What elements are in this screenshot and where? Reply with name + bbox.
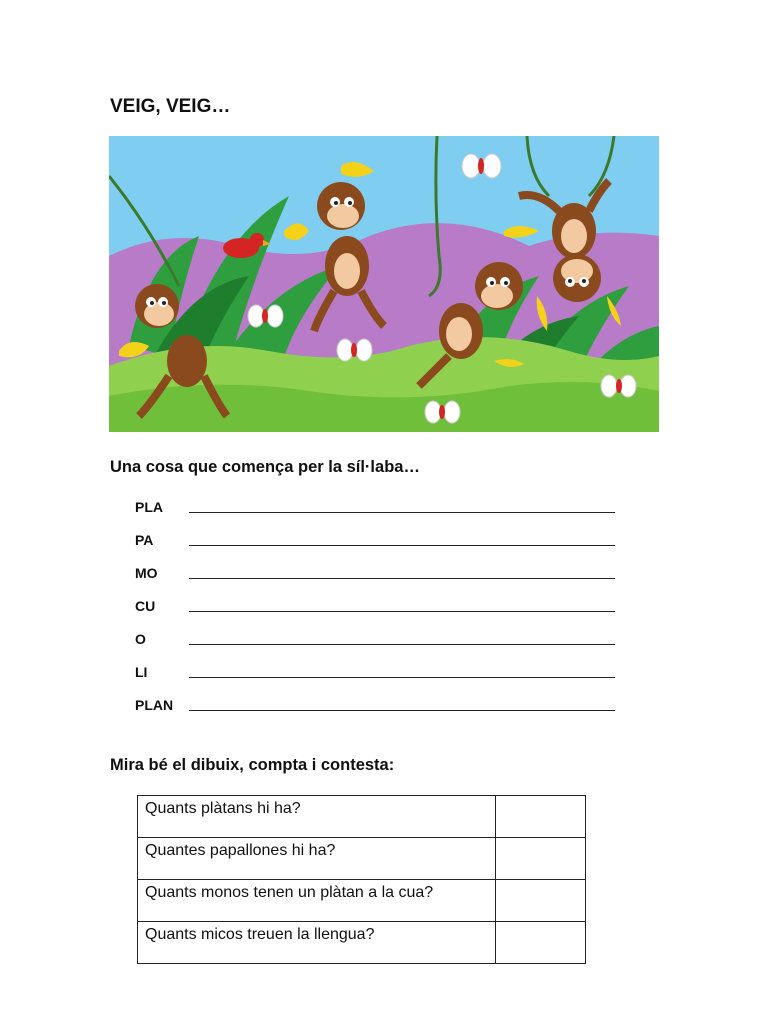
question-cell: Quants micos treuen la llengua? xyxy=(138,922,496,964)
answer-cell[interactable] xyxy=(496,922,586,964)
question-cell: Quants plàtans hi ha? xyxy=(138,796,496,838)
syllable-row xyxy=(135,527,615,560)
answer-line[interactable] xyxy=(189,578,615,579)
answer-line[interactable] xyxy=(189,644,615,645)
syllable-row xyxy=(135,560,615,593)
table-row xyxy=(138,796,586,838)
answer-line[interactable] xyxy=(189,677,615,678)
syllable-row xyxy=(135,659,615,692)
syllable-label: MO xyxy=(135,565,158,581)
syllable-list xyxy=(135,494,615,725)
answer-cell[interactable] xyxy=(496,838,586,880)
question-cell: Quants monos tenen un plàtan a la cua? xyxy=(138,880,496,922)
answer-line[interactable] xyxy=(189,611,615,612)
table-row xyxy=(138,922,586,964)
syllable-label: O xyxy=(135,631,146,647)
answer-cell[interactable] xyxy=(496,796,586,838)
syllable-label: PA xyxy=(135,532,154,548)
answer-line[interactable] xyxy=(189,710,615,711)
counting-questions-table xyxy=(137,795,586,964)
jungle-monkeys-illustration xyxy=(109,136,659,432)
worksheet-title: VEIG, VEIG… xyxy=(110,96,231,117)
answer-line[interactable] xyxy=(189,545,615,546)
counting-section-heading: Mira bé el dibuix, compta i contesta: xyxy=(110,756,395,774)
question-cell: Quantes papallones hi ha? xyxy=(138,838,496,880)
syllable-label: CU xyxy=(135,598,156,614)
syllable-label: LI xyxy=(135,664,148,680)
syllable-label: PLAN xyxy=(135,697,174,713)
syllable-row xyxy=(135,494,615,527)
syllable-row xyxy=(135,626,615,659)
answer-line[interactable] xyxy=(189,512,615,513)
syllable-label: PLA xyxy=(135,499,163,515)
syllable-section-heading: Una cosa que comença per la síl·laba… xyxy=(110,458,420,476)
syllable-row xyxy=(135,593,615,626)
answer-cell[interactable] xyxy=(496,880,586,922)
syllable-row xyxy=(135,692,615,725)
table-row xyxy=(138,838,586,880)
table-row xyxy=(138,880,586,922)
